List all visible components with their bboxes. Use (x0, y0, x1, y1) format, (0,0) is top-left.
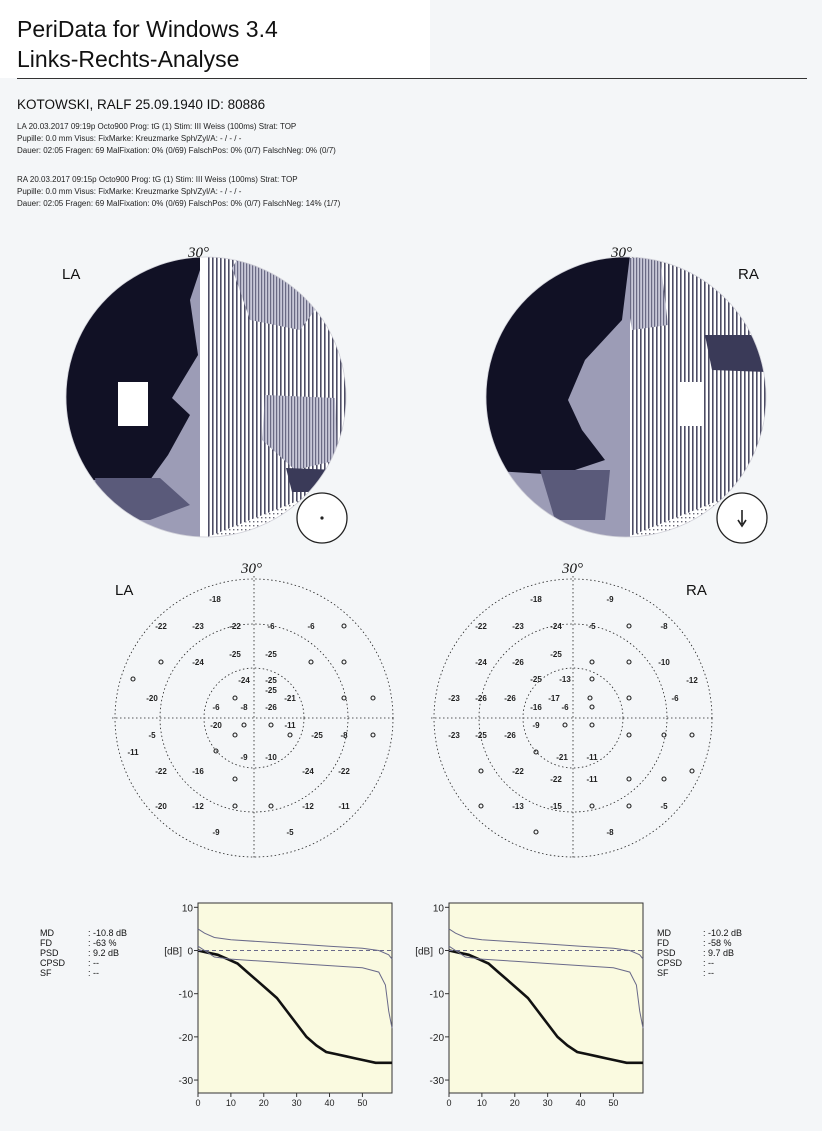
right-defect-value: -26 (504, 694, 516, 703)
right-defect-value: -26 (512, 658, 524, 667)
right-stat-label: MD (657, 928, 671, 938)
right-defect-value: -25 (550, 650, 562, 659)
right-defect-value: -17 (548, 694, 560, 703)
right-stat-value: : -10.2 dB (703, 928, 743, 938)
left-exam-line-1: LA 20.03.2017 09:19p Octo900 Prog: tG (1) Stim: III Weiss (100ms) Strat: TOP (17, 122, 297, 131)
right-normal-point (590, 705, 594, 709)
left-stat-value: : -63 % (88, 938, 117, 948)
left-defect-value: -9 (212, 828, 220, 837)
left-defect-value: -9 (240, 753, 248, 762)
right-defect-value: -24 (475, 658, 487, 667)
left-normal-point (233, 804, 237, 808)
left-defect-value: -11 (127, 748, 139, 757)
right-defect-value: -6 (671, 694, 679, 703)
right-stat-label: CPSD (657, 958, 683, 968)
right-defect-value: -21 (556, 753, 568, 762)
left-defect-value: -5 (286, 828, 294, 837)
right-normal-point (534, 830, 538, 834)
left-defect-value: -8 (340, 731, 348, 740)
patient-line: KOTOWSKI, RALF 25.09.1940 ID: 80886 (17, 97, 266, 112)
x-tick-label: 40 (324, 1098, 335, 1108)
y-tick-label: 0 (187, 946, 193, 958)
left-stat-value: : 9.2 dB (88, 948, 120, 958)
right-stat-value: : -- (703, 968, 714, 978)
right-normal-point (479, 804, 483, 808)
right-defect-value: -8 (606, 828, 614, 837)
left-defect-value: -6 (307, 622, 315, 631)
right-defect-value: -12 (686, 676, 698, 685)
left-defect-value: -12 (192, 802, 204, 811)
right-normal-point (627, 624, 631, 628)
left-defect-value: -26 (265, 703, 277, 712)
right-defect-value: -24 (550, 622, 562, 631)
left-defect-value: -11 (338, 802, 350, 811)
y-tick-label: -10 (429, 989, 444, 1001)
left-normal-point (233, 777, 237, 781)
right-defect-value: -26 (504, 731, 516, 740)
left-normal-point (233, 733, 237, 737)
left-defect-value: -16 (192, 767, 204, 776)
right-defect-value: -26 (475, 694, 487, 703)
left-defect-value: -22 (155, 767, 167, 776)
right-defect-value: -8 (660, 622, 668, 631)
left-defect-label: LA (115, 582, 134, 599)
left-defect-value: -24 (192, 658, 204, 667)
left-bebie-chart (164, 903, 392, 1108)
left-defect-value: -8 (240, 703, 248, 712)
x-tick-label: 10 (225, 1098, 236, 1108)
left-defect-map (112, 576, 396, 860)
right-defect-map (431, 576, 715, 860)
right-defect-degree: 30° (562, 561, 583, 577)
left-defect-value: -25 (265, 650, 277, 659)
right-normal-point (590, 723, 594, 727)
right-defect-value: -18 (530, 595, 542, 604)
left-defect-value: -6 (212, 703, 220, 712)
right-defect-value: -13 (512, 802, 524, 811)
right-normal-point (627, 804, 631, 808)
y-tick-label: 10 (181, 903, 193, 915)
left-defect-value: -23 (192, 622, 204, 631)
x-tick-label: 30 (542, 1098, 553, 1108)
left-defect-value: -5 (148, 731, 156, 740)
left-defect-value: -10 (265, 753, 277, 762)
right-defect-value: -6 (561, 703, 569, 712)
right-exam-line-3: Dauer: 02:05 Fragen: 69 MalFixation: 0% (0/69) FalschPos: 0% (0/7) FalschNeg: 14% (1/7) (17, 199, 341, 208)
right-exam-line-2: Pupille: 0.0 mm Visus: FixMarke: Kreuzmarke Sph/Zyl/A: - / - / - (17, 187, 242, 196)
y-tick-label: -30 (178, 1076, 193, 1088)
chart-plot-area (449, 903, 643, 1093)
right-stat-label: SF (657, 968, 669, 978)
right-defect-value: -22 (512, 767, 524, 776)
right-defect-value: -5 (588, 622, 596, 631)
left-normal-point (342, 624, 346, 628)
left-defect-value: -22 (338, 767, 350, 776)
right-normal-point (627, 733, 631, 737)
right-defect-value: -23 (448, 694, 460, 703)
right-normal-point (690, 733, 694, 737)
x-tick-label: 20 (509, 1098, 520, 1108)
left-defect-value: -25 (265, 676, 277, 685)
app-title: PeriData for Windows 3.4 (17, 16, 278, 42)
left-field-label: LA (62, 266, 81, 283)
left-stat-label: CPSD (40, 958, 66, 968)
left-stat-label: MD (40, 928, 54, 938)
left-normal-point (159, 660, 163, 664)
right-normal-point (590, 804, 594, 808)
left-field-degree: 30° (188, 245, 209, 261)
y-axis-label: [dB] (415, 946, 433, 958)
y-tick-label: -20 (178, 1032, 193, 1044)
y-axis-label: [dB] (164, 946, 182, 958)
y-tick-label: -10 (178, 989, 193, 1001)
left-defect-value: -24 (302, 767, 314, 776)
left-normal-point (242, 723, 246, 727)
left-normal-point (371, 733, 375, 737)
right-defect-value: -16 (530, 703, 542, 712)
y-tick-label: -30 (429, 1076, 444, 1088)
right-defect-value: -23 (448, 731, 460, 740)
left-defect-value: -6 (267, 622, 275, 631)
x-tick-label: 10 (476, 1098, 487, 1108)
left-stat-label: SF (40, 968, 52, 978)
right-normal-point (627, 777, 631, 781)
left-stat-label: PSD (40, 948, 59, 958)
x-tick-label: 40 (575, 1098, 586, 1108)
left-stat-value: : -- (88, 958, 99, 968)
left-normal-point (342, 696, 346, 700)
right-stat-value: : -58 % (703, 938, 732, 948)
left-defect-value: -20 (155, 802, 167, 811)
report-subtitle: Links-Rechts-Analyse (17, 46, 240, 72)
right-stat-label: FD (657, 938, 669, 948)
chart-plot-area (198, 903, 392, 1093)
x-tick-label: 0 (446, 1098, 452, 1108)
left-normal-point (269, 804, 273, 808)
right-defect-value: -22 (550, 775, 562, 784)
right-defect-value: -11 (586, 775, 598, 784)
left-stat-label: FD (40, 938, 52, 948)
left-defect-value: -25 (311, 731, 323, 740)
x-tick-label: 30 (291, 1098, 302, 1108)
left-defect-value: -22 (229, 622, 241, 631)
left-normal-point (288, 733, 292, 737)
right-defect-value: -22 (475, 622, 487, 631)
left-defect-value: -18 (209, 595, 221, 604)
left-exam-line-2: Pupille: 0.0 mm Visus: FixMarke: Kreuzmarke Sph/Zyl/A: - / - / - (17, 134, 242, 143)
right-defect-value: -25 (475, 731, 487, 740)
left-normal-point (233, 696, 237, 700)
left-defect-value: -11 (284, 721, 296, 730)
left-defect-value: -25 (265, 686, 277, 695)
right-defect-value: -15 (550, 802, 562, 811)
y-tick-label: 0 (438, 946, 444, 958)
y-tick-label: 10 (432, 903, 444, 915)
right-stat-value: : 9.7 dB (703, 948, 735, 958)
left-exam-line-3: Dauer: 02:05 Fragen: 69 MalFixation: 0% (0/69) FalschPos: 0% (0/7) FalschNeg: 0% (0/7) (17, 146, 336, 155)
left-normal-point (342, 660, 346, 664)
right-normal-point (690, 769, 694, 773)
left-normal-point (309, 660, 313, 664)
left-stat-value: : -- (88, 968, 99, 978)
left-defect-value: -24 (238, 676, 250, 685)
y-tick-label: -20 (429, 1032, 444, 1044)
left-defect-value: -20 (210, 721, 222, 730)
x-tick-label: 20 (258, 1098, 269, 1108)
right-defect-value: -11 (586, 753, 598, 762)
left-normal-point (131, 677, 135, 681)
right-normal-point (588, 696, 592, 700)
left-defect-value: -20 (146, 694, 158, 703)
x-tick-label: 50 (608, 1098, 619, 1108)
left-normal-point (269, 723, 273, 727)
left-defect-value: -22 (155, 622, 167, 631)
right-defect-value: -13 (559, 675, 571, 684)
x-tick-label: 50 (357, 1098, 368, 1108)
right-field-label: RA (738, 266, 759, 283)
right-defect-value: -5 (660, 802, 668, 811)
left-defect-value: -12 (302, 802, 314, 811)
right-normal-point (479, 769, 483, 773)
left-stat-value: : -10.8 dB (88, 928, 128, 938)
right-defect-value: -25 (530, 675, 542, 684)
left-defect-value: -25 (229, 650, 241, 659)
right-defect-value: -23 (512, 622, 524, 631)
left-normal-point (371, 696, 375, 700)
right-normal-point (627, 696, 631, 700)
right-normal-point (563, 723, 567, 727)
right-normal-point (627, 660, 631, 664)
right-defect-value: -9 (532, 721, 540, 730)
right-normal-point (590, 660, 594, 664)
right-defect-value: -10 (658, 658, 670, 667)
left-defect-value: -21 (284, 694, 296, 703)
right-normal-point (662, 777, 666, 781)
right-field-degree: 30° (611, 245, 632, 261)
right-normal-point (590, 677, 594, 681)
x-tick-label: 0 (195, 1098, 201, 1108)
right-defect-label: RA (686, 582, 707, 599)
right-stat-value: : -- (703, 958, 714, 968)
right-exam-line-1: RA 20.03.2017 09:15p Octo900 Prog: tG (1) Stim: III Weiss (100ms) Strat: TOP (17, 175, 298, 184)
right-stat-label: PSD (657, 948, 676, 958)
left-defect-degree: 30° (241, 561, 262, 577)
right-normal-point (534, 750, 538, 754)
right-defect-value: -9 (606, 595, 614, 604)
right-bebie-chart (415, 903, 643, 1108)
